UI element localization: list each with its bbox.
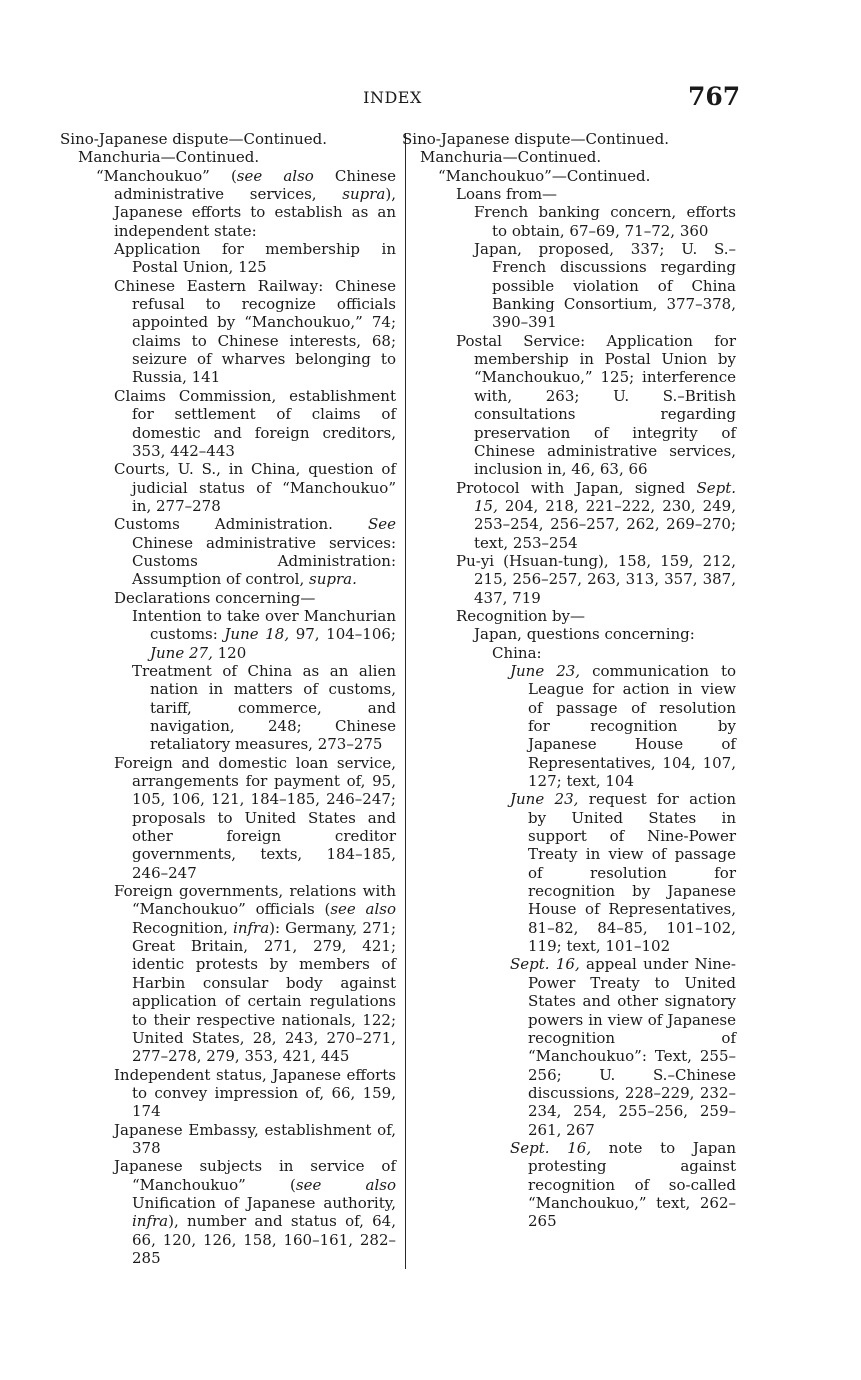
index-entry-text: ): Germany, 271; Great Britain, 271, 279, 421; identic protests by members of Harbin consular body against application of certain regulations to their respective nationals, 122; United States, 28, 243, 270–271, 277–278, 279, 353, 421, 445: [132, 918, 397, 1066]
index-entry-text: Sino-Japanese dispute—Continued.: [402, 130, 670, 148]
index-entry-text: Chinese administrative services: Customs Administration: Assumption of control,: [132, 533, 396, 589]
index-entry: [510, 662, 736, 790]
index-entry: [114, 754, 396, 882]
index-entry-text: French banking concern, efforts to obtain, 67–69, 71–72, 360: [474, 203, 736, 240]
index-entry-text: “Manchoukuo”—Continued.: [438, 166, 651, 185]
index-entry-italic-text: June 18,: [224, 625, 290, 644]
index-entry-text: Postal Service: Application for membership in Postal Union by “Manchoukuo,” 125; interference with, 263; U. S.–British consultations regarding preservation of integrity of Chinese administrative services, inclusion in, 46, 63, 66: [456, 331, 736, 479]
index-entry: [474, 240, 736, 332]
index-entry-italic-text: Sept. 15,: [474, 478, 736, 515]
index-entry: [96, 167, 396, 240]
index-entry: [114, 589, 396, 607]
index-entry-italic-text: infra: [132, 1212, 169, 1231]
index-entry: [456, 332, 736, 479]
index-entry-italic-text: see also: [295, 1175, 396, 1194]
index-entry-text: Declarations concerning—: [114, 588, 316, 607]
index-entry: [474, 625, 736, 643]
index-entry-italic-text: see also: [330, 900, 396, 919]
index-entry: [456, 552, 736, 607]
index-entry-italic-text: see also: [236, 166, 314, 185]
index-entry: [114, 882, 396, 1065]
index-entry-text: Claims Commission, establishment for settlement of claims of domestic and foreign creditors, 353, 442–443: [114, 386, 396, 460]
index-entry-text: note to Japan protesting against recognition of so-called “Manchoukuo,” text, 262–265: [528, 1138, 736, 1231]
index-entry: [78, 148, 396, 166]
index-entry: [438, 167, 736, 185]
index-entry-text: Chinese administrative services,: [114, 166, 396, 204]
index-entry-text: Foreign and domestic loan service, arrangements for payment of, 95, 105, 106, 121, 184–185, 246–247; proposals to United States and other foreign creditor governments, texts, 184–185, 246–247: [114, 753, 396, 882]
index-entry: [114, 387, 396, 460]
index-entry: [456, 479, 736, 552]
index-entry-text: Courts, U. S., in China, question of judicial status of “Manchoukuo” in, 277–278: [114, 460, 396, 515]
index-entry-text: Japan, proposed, 337; U. S.–French discussions regarding possible violation of China Banking Consortium, 377–378, 390–391: [474, 240, 736, 332]
index-entry-text: Japan, questions concerning:: [474, 625, 695, 644]
page-number: 767: [688, 82, 741, 111]
index-entry-text: 120: [212, 643, 247, 662]
index-entry: [132, 607, 396, 662]
index-entry-text: appeal under Nine-Power Treaty to United States and other signatory powers in view of Japanese recognition of “Manchoukuo”: Text, 255–256; U. S.–Chinese discussions, 228–229, 232–234, 254, 255–256, 259–261, 267: [528, 955, 736, 1139]
index-entry: [114, 1157, 396, 1267]
index-entry-text: Manchuria—Continued.: [420, 148, 602, 167]
index-entry-italic-text: Sept. 16,: [510, 1138, 592, 1157]
index-entry-italic-text: June 23,: [510, 790, 579, 809]
index-entry-italic-text: June 23,: [510, 661, 581, 680]
index-entry: [132, 662, 396, 754]
index-entry: [114, 515, 396, 588]
index-entry-italic-text: Sept. 16,: [510, 955, 580, 974]
index-entry-italic-text: supra: [342, 185, 386, 204]
index-entry-text: Recognition by—: [456, 606, 586, 625]
index-entry-text: Loans from—: [456, 185, 558, 204]
index-entry-text: Customs Administration.: [114, 515, 368, 534]
index-entry: [402, 130, 736, 148]
index-entry-text: China:: [492, 643, 542, 662]
index-entry-text: Manchuria—Continued.: [78, 148, 260, 167]
index-entry-italic-text: infra: [233, 918, 270, 937]
index-entry-italic-text: June 27,: [150, 643, 213, 662]
index-entry-text: Sino-Japanese dispute—Continued.: [60, 130, 328, 148]
index-entry: [114, 1121, 396, 1158]
index-entry-italic-text: supra.: [309, 570, 357, 589]
index-entry: [114, 1066, 396, 1121]
index-entry: [510, 1139, 736, 1231]
index-entry: [114, 240, 396, 277]
index-entry: [456, 607, 736, 625]
index-entry-text: Application for membership in Postal Union, 125: [114, 240, 396, 277]
index-entry: [60, 130, 396, 148]
index-entry: [492, 644, 736, 662]
index-entry: [510, 955, 736, 1138]
index-entry-text: request for action by United States in support of Nine-Power Treaty in view of passage of resolution for recognition by Japanese House of Representatives, 81–82, 84–85, 101–102, 119; text, 101–102: [528, 790, 736, 956]
index-entry-text: 204, 218, 221–222, 230, 249, 253–254, 256–257, 262, 269–270; text, 253–254: [474, 496, 736, 552]
index-entry-text: “Manchoukuo” (: [96, 166, 237, 185]
index-entry: [474, 203, 736, 240]
running-title: INDEX: [363, 88, 422, 107]
index-entry: [456, 185, 736, 203]
index-entry-text: Intention to take over Manchurian customs:: [132, 606, 396, 644]
index-entry-text: ), number and status of, 64, 66, 120, 126, 158, 160–161, 282–285: [132, 1212, 396, 1267]
index-entry: [114, 277, 396, 387]
right-column: [402, 130, 736, 1231]
index-entry-italic-text: See: [367, 515, 396, 534]
index-entry-text: ), Japanese efforts to establish as an independent state:: [114, 185, 396, 240]
index-entry-text: Chinese Eastern Railway: Chinese refusal to recognize officials appointed by “Manchoukuo,” 74; claims to Chinese interests, 68; seizure of wharves belonging to Russia, 141: [114, 276, 396, 387]
index-entry-text: Treatment of China as an alien nation in matters of customs, tariff, commerce, and navigation, 248; Chinese retaliatory measures, 273–275: [132, 661, 396, 754]
index-entry: [510, 790, 736, 955]
index-entry-text: Recognition,: [132, 918, 234, 937]
index-entry: [114, 460, 396, 515]
index-entry-text: Unification of Japanese authority,: [132, 1193, 396, 1212]
index-entry-text: Independent status, Japanese efforts to convey impression of, 66, 159, 174: [114, 1065, 396, 1121]
index-entry-text: 97, 104–106;: [289, 625, 396, 644]
index-entry-text: Protocol with Japan, signed: [456, 478, 697, 497]
index-entry-text: communication to League for action in view of passage of resolution for recognition by Japanese House of Representatives, 104, 107, 127; text, 104: [528, 661, 736, 791]
index-entry-text: Pu-yi (Hsuan-tung), 158, 159, 212, 215, 256–257, 263, 313, 357, 387, 437, 719: [456, 551, 736, 607]
index-entry-text: Foreign governments, relations with “Manchoukuo” officials (: [114, 882, 396, 919]
index-entry: [420, 148, 736, 166]
left-column: [60, 130, 396, 1267]
index-entry-text: Japanese subjects in service of “Manchoukuo” (: [114, 1157, 396, 1194]
index-entry-text: Japanese Embassy, establishment of, 378: [114, 1120, 396, 1157]
